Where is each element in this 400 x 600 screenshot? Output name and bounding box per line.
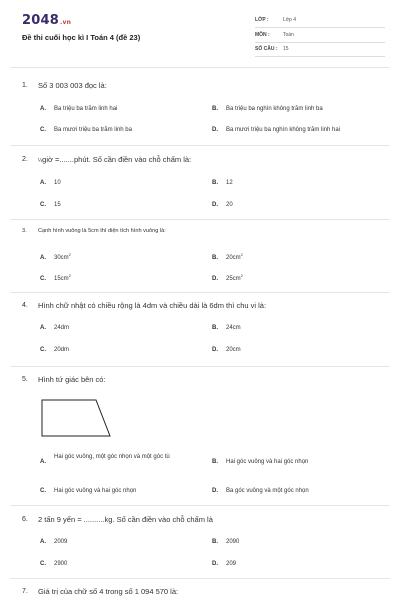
trapezoid-figure (40, 398, 112, 438)
q4-option-b[interactable]: B. 24cm (212, 325, 241, 331)
q2-option-c[interactable]: C. 15 (40, 202, 61, 208)
q5-option-c[interactable]: C. Hai góc vuông và hai góc nhọn (40, 488, 137, 494)
q3-option-a[interactable]: A. $30cm^2$ (40, 252, 71, 261)
question-5-number: 5. (22, 376, 28, 383)
question-1-text: Số 3 003 003 đọc là: (38, 81, 107, 90)
meta-subject-label: MÔN : (255, 32, 270, 38)
question-5-text: Hình tứ giác bên có: (38, 375, 106, 384)
divider-2 (10, 219, 390, 220)
q6-option-a[interactable]: A. 2009 (40, 539, 68, 545)
meta-subject-value: Toán (283, 32, 294, 38)
question-1-number: 1. (22, 82, 28, 89)
question-4-number: 4. (22, 302, 28, 309)
divider-1 (10, 145, 390, 146)
logo-main: 2048 (22, 13, 59, 28)
divider-6 (10, 578, 390, 579)
meta-count-value: 15 (283, 46, 289, 52)
q2-option-d[interactable]: D. 20 (212, 202, 233, 208)
q2-option-b[interactable]: B. 12 (212, 180, 233, 186)
meta-class (255, 15, 385, 28)
q6-option-b[interactable]: B. 2090 (212, 539, 240, 545)
q4-option-c[interactable]: C. 20dm (40, 347, 70, 353)
meta-subject (255, 30, 385, 43)
meta-class-label: LỚP : (255, 17, 269, 23)
question-6-text: 2 tấn 9 yến = ..........kg. Số cần điền vào chỗ chấm là (38, 515, 213, 524)
question-4-text: Hình chữ nhật có chiều rộng là 4dm và chiều dài là 6dm thì chu vi là: (38, 301, 267, 310)
header-divider (10, 67, 390, 68)
meta-count (255, 44, 385, 57)
question-2-number: 2. (22, 156, 28, 163)
question-7-number: 7. (22, 588, 28, 595)
question-2-text (38, 155, 191, 164)
question-7-text: Giá trị của chữ số 4 trong số 1 094 570 là: (38, 587, 179, 596)
question-3-text: Cạnh hình vuông là 5cm thì diện tích hình vuông là: (38, 228, 166, 234)
exam-title: Đề thi cuối học kì I Toán 4 (đề 23) (22, 33, 141, 42)
q1-option-d[interactable]: D. Ba mươi triệu ba nghìn không trăm linh hai (212, 127, 341, 133)
q6-option-d[interactable]: D. 209 (212, 561, 237, 567)
divider-3 (10, 292, 390, 293)
q5-option-b[interactable]: B. Hai góc vuông và hai góc nhọn (212, 459, 309, 465)
question-6-number: 6. (22, 516, 28, 523)
logo-suffix: .vn (59, 19, 72, 26)
meta-count-label: SỐ CÂU : (255, 46, 278, 52)
q5-option-a[interactable]: A. Hai góc vuông, một góc nhọn và một góc tù (40, 454, 170, 465)
q1-option-a[interactable]: A. Ba triệu ba trăm linh hai (40, 106, 118, 112)
q3-option-d[interactable]: D. $25cm^2$ (212, 273, 243, 282)
q3-option-c[interactable]: C. $15cm^2$ (40, 273, 71, 282)
divider-5 (10, 505, 390, 506)
q2-option-a[interactable]: A. 10 (40, 180, 61, 186)
site-logo[interactable] (22, 13, 71, 28)
q6-option-c[interactable]: C. 2900 (40, 561, 68, 567)
q5-option-d[interactable]: D. Ba góc vuông và một góc nhọn (212, 488, 309, 494)
divider-4 (10, 366, 390, 367)
exam-header (0, 0, 400, 60)
q1-option-b[interactable]: B. Ba triệu ba nghìn không trăm linh ba (212, 106, 323, 112)
q1-option-c[interactable]: C. Ba mươi triệu ba trăm linh ba (40, 127, 132, 133)
question-2-body: giờ =.......phút. Số cần điền vào chỗ chấm là: (42, 155, 192, 164)
fraction-quarter: ¼ (38, 158, 43, 164)
q3-option-b[interactable]: B. $20cm^2$ (212, 252, 243, 261)
q4-option-a[interactable]: A. 24dm (40, 325, 70, 331)
question-3-number: 3. (22, 228, 27, 234)
q4-option-d[interactable]: D. 20cm (212, 347, 241, 353)
meta-class-value: Lớp 4 (283, 17, 297, 23)
